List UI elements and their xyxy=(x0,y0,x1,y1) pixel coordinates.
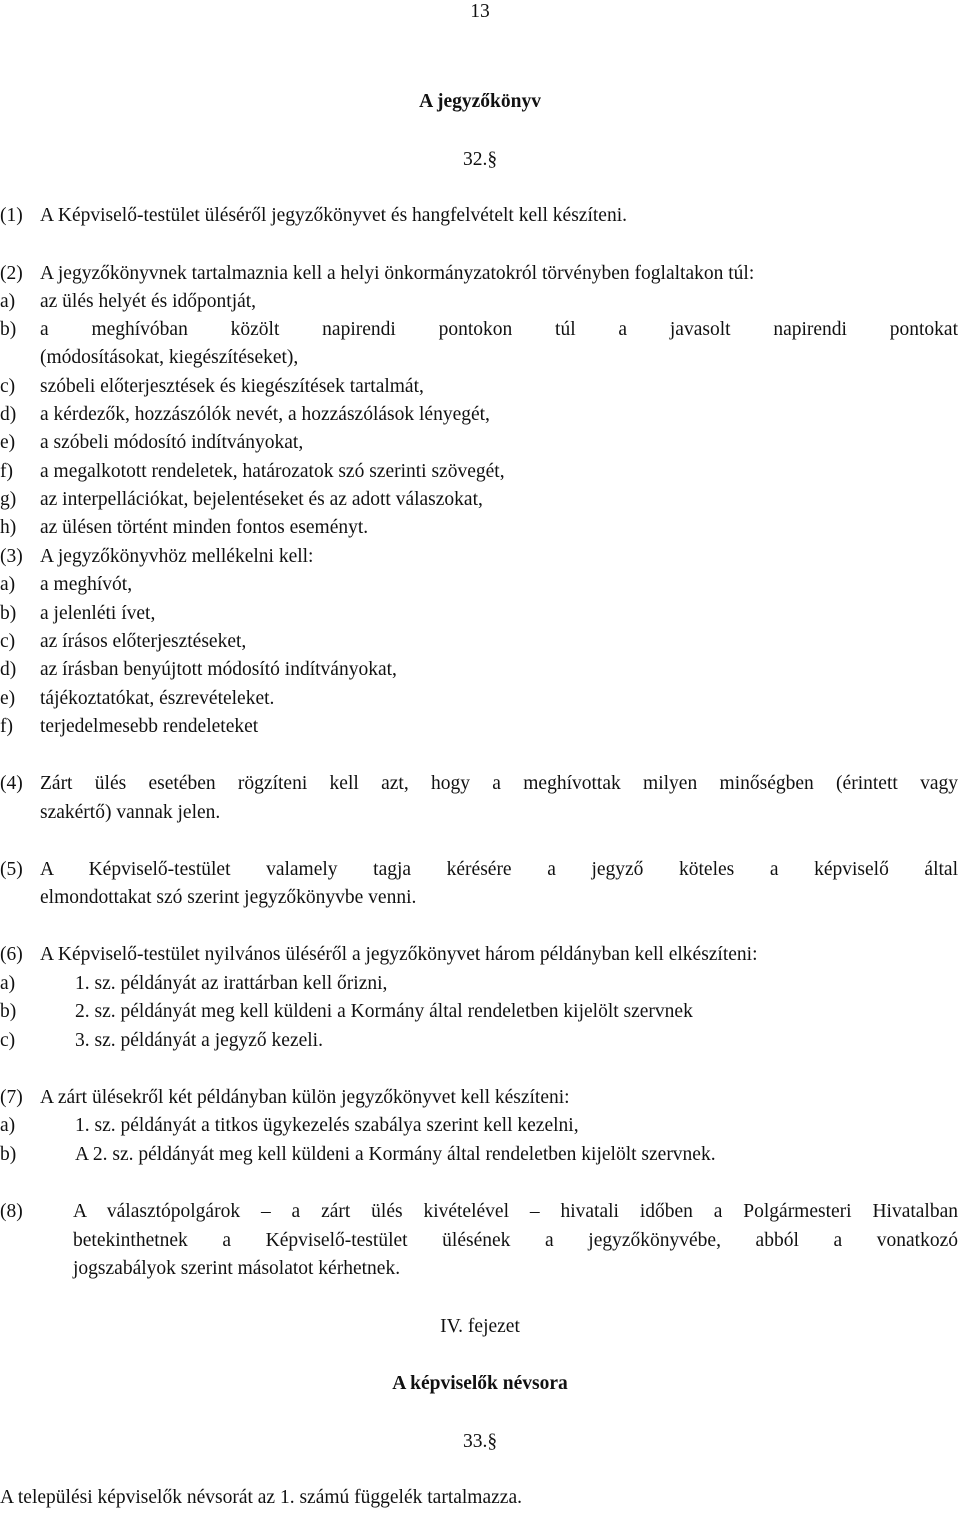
paragraph-7-label: (7) xyxy=(0,1087,23,1108)
list-item-label: c) xyxy=(0,631,16,652)
list-item-label: c) xyxy=(0,376,16,397)
list-item-label: a) xyxy=(0,1115,16,1136)
section-sign-icon: § xyxy=(487,149,498,170)
paragraph-8-line-3: jogszabályok szerint másolatot kérhetnek. xyxy=(73,1258,401,1279)
paragraph-5-line-1: A Képviselő-testület valamely tagja kérésére a jegyző köteles a képviselő által xyxy=(40,859,958,880)
section-sign-icon: § xyxy=(487,1431,498,1452)
list-item-label: c) xyxy=(0,1030,16,1051)
chapter-title: IV. fejezet xyxy=(440,1316,520,1337)
list-item: a meghívót, xyxy=(40,574,133,595)
list-item-label: e) xyxy=(0,432,16,453)
list-item: 1. sz. példányát a titkos ügykezelés szabálya szerint kell kezelni, xyxy=(75,1115,579,1136)
paragraph-8-label: (8) xyxy=(0,1201,23,1222)
list-item: A 2. sz. példányát meg kell küldeni a Kormány által rendeletben kijelölt szervnek. xyxy=(75,1144,716,1165)
list-item-label: b) xyxy=(0,319,17,340)
list-item-continuation: (módosításokat, kiegészítéseket), xyxy=(40,347,299,368)
list-item-label: b) xyxy=(0,603,17,624)
list-item-label: a) xyxy=(0,574,16,595)
final-paragraph: A települési képviselők névsorát az 1. számú függelék tartalmazza. xyxy=(0,1487,522,1508)
paragraph-6-label: (6) xyxy=(0,944,23,965)
paragraph-4-line-2: szakértő) vannak jelen. xyxy=(40,802,221,823)
list-item: tájékoztatókat, észrevételeket. xyxy=(40,688,275,709)
list-item-label: a) xyxy=(0,973,16,994)
list-item: terjedelmesebb rendeleteket xyxy=(40,716,259,737)
page-number: 13 xyxy=(470,1,490,22)
list-item: az írásban benyújtott módosító indítványokat, xyxy=(40,659,397,680)
paragraph-2-text: A jegyzőkönyvnek tartalmaznia kell a helyi önkormányzatokról törvényben foglaltakon túl: xyxy=(40,263,755,284)
page-title: A jegyzőkönyv xyxy=(419,91,541,112)
list-item: szóbeli előterjesztések és kiegészítések tartalmát, xyxy=(40,376,424,397)
list-item: a meghívóban közölt napirendi pontokon túl a javasolt napirendi pontokat xyxy=(40,319,958,340)
list-item: 1. sz. példányát az irattárban kell őrizni, xyxy=(75,973,388,994)
list-item-label: e) xyxy=(0,688,16,709)
list-item-label: f) xyxy=(0,716,13,737)
list-item: az interpellációkat, bejelentéseket és az adott válaszokat, xyxy=(40,489,483,510)
list-item-label: b) xyxy=(0,1001,17,1022)
paragraph-6-text: A Képviselő-testület nyilvános üléséről a jegyzőkönyvet három példányban kell elkészíteni: xyxy=(40,944,758,965)
list-item-label: d) xyxy=(0,404,17,425)
list-item: a jelenléti ívet, xyxy=(40,603,156,624)
paragraph-4-label: (4) xyxy=(0,773,23,794)
paragraph-1-text: A Képviselő-testület üléséről jegyzőkönyvet és hangfelvételt kell készíteni. xyxy=(40,205,627,226)
section-number: 33.§ xyxy=(462,1431,498,1452)
list-item-label: d) xyxy=(0,659,17,680)
paragraph-4-line-1: Zárt ülés esetében rögzíteni kell azt, hogy a meghívottak milyen minőségben (érintett vagy xyxy=(40,773,958,794)
list-item: 2. sz. példányát meg kell küldeni a Kormány által rendeletben kijelölt szervnek xyxy=(75,1001,693,1022)
list-item-label: f) xyxy=(0,461,13,482)
section-heading: A képviselők névsora xyxy=(392,1373,568,1394)
list-item: az ülés helyét és időpontját, xyxy=(40,291,257,312)
list-item: a megalkotott rendeletek, határozatok szó szerinti szövegét, xyxy=(40,461,505,482)
list-item: az írásos előterjesztéseket, xyxy=(40,631,247,652)
list-item-label: h) xyxy=(0,517,17,538)
list-item-label: a) xyxy=(0,291,16,312)
paragraph-8-line-1: A választópolgárok – a zárt ülés kivételével – hivatali időben a Polgármesteri Hivatalban xyxy=(73,1201,958,1222)
paragraph-1-label: (1) xyxy=(0,205,23,226)
list-item: a szóbeli módosító indítványokat, xyxy=(40,432,304,453)
section-number: 32.§ xyxy=(462,149,498,170)
paragraph-5-line-2: elmondottakat szó szerint jegyzőkönyvbe venni. xyxy=(40,887,417,908)
paragraph-2-label: (2) xyxy=(0,263,23,284)
paragraph-8-line-2: betekinthetnek a Képviselő-testület ülésének a jegyzőkönyvébe, abból a vonatkozó xyxy=(73,1230,958,1251)
paragraph-3-text: A jegyzőkönyvhöz mellékelni kell: xyxy=(40,546,314,567)
list-item: az ülésen történt minden fontos eseményt. xyxy=(40,517,369,538)
list-item: a kérdezők, hozzászólók nevét, a hozzászólások lényegét, xyxy=(40,404,490,425)
paragraph-3-label: (3) xyxy=(0,546,23,567)
list-item-label: b) xyxy=(0,1144,17,1165)
list-item-label: g) xyxy=(0,489,17,510)
paragraph-5-label: (5) xyxy=(0,859,23,880)
paragraph-7-text: A zárt ülésekről két példányban külön jegyzőkönyvet kell készíteni: xyxy=(40,1087,570,1108)
list-item: 3. sz. példányát a jegyző kezeli. xyxy=(75,1030,323,1051)
